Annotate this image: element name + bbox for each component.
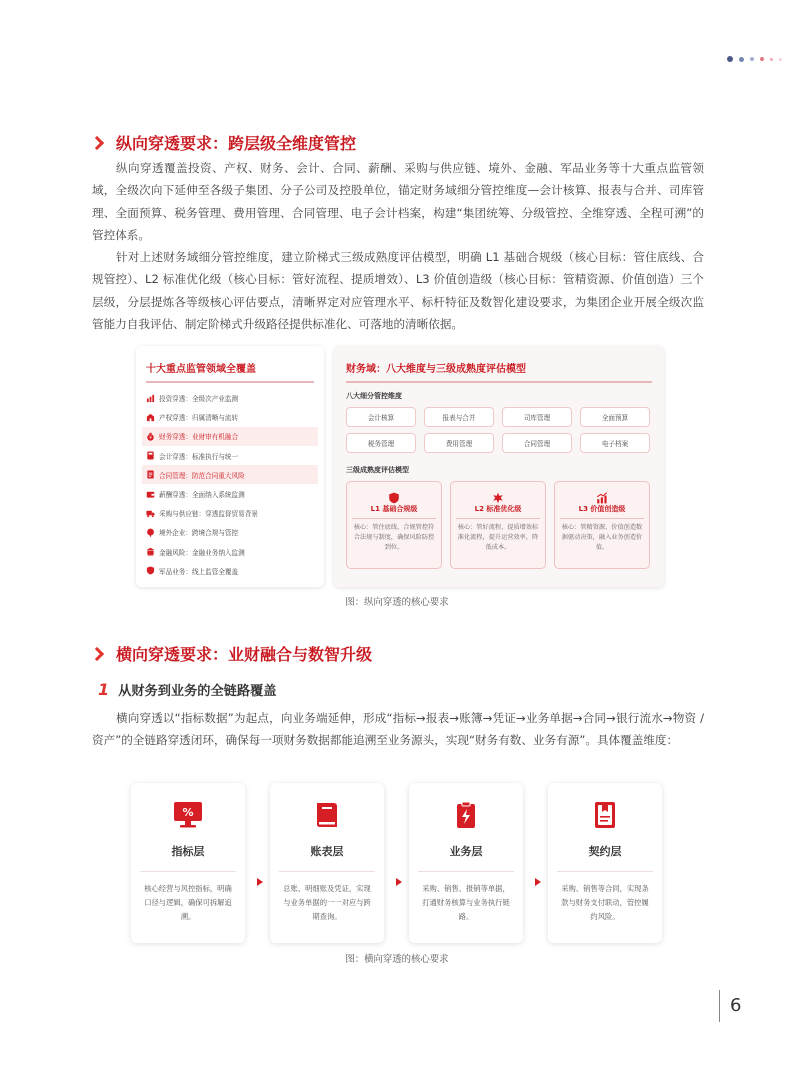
section-title: 纵向穿透要求：跨层级全维度管控 xyxy=(116,134,357,153)
dimension-chip: 会计核算 xyxy=(346,407,416,427)
dimension-chip: 全面预算 xyxy=(580,407,650,427)
shield-icon xyxy=(388,489,400,501)
figure-caption: 图：横向穿透的核心要求 xyxy=(345,954,449,965)
section-heading xyxy=(92,131,356,154)
domain-list xyxy=(146,389,314,581)
divider xyxy=(352,518,436,519)
dimension-grid xyxy=(346,407,652,453)
truck-icon xyxy=(146,509,155,518)
dot xyxy=(739,57,744,62)
level-desc: 核心：管住底线、合规管控符合法规与制度，确保风险防控到位。 xyxy=(353,523,435,551)
level-title: L2 标准优化级 xyxy=(474,504,522,513)
dimension-chip: 电子档案 xyxy=(580,433,650,453)
building-icon xyxy=(146,413,155,422)
dimension-chip: 司库管理 xyxy=(502,407,572,427)
level-desc: 核心：管精资源、价值创造数据驱动决策，融入业务创造价值。 xyxy=(561,523,643,551)
card-title: 账表层 xyxy=(310,845,344,858)
domain-item xyxy=(146,484,314,503)
divider xyxy=(456,518,540,519)
subsection-heading xyxy=(98,680,276,699)
card-desc: 采购、销售等合同，实现条款与财务支付联动，管控履约风险。 xyxy=(561,884,649,921)
domain-desc: 全级次产业监测 xyxy=(191,395,239,404)
svg-text:%: % xyxy=(182,806,194,819)
domain-item xyxy=(146,542,314,561)
domain-item xyxy=(142,427,318,446)
growth-icon xyxy=(596,489,608,501)
subsection-label: 三级成熟度评估模型 xyxy=(346,465,409,474)
domain-name: 采购与供应链： xyxy=(159,510,206,519)
paragraph: 针对上述财务域细分管控维度，建立阶梯式三级成熟度评估模型，明确 L1 基础合规级（核心目标：管住底线、合规管控）、L2 标准优化级（核心目标：管好流程、提质增效）、L3 价值创造级（核心目标：管精资源、价值创造）三个层级，分层提炼各等级核心评估要点，清晰界定对应管理水平、标杆特征及数智化建设要求，为集团企业开展全级次监管能力自我评估、制定阶梯式升级路径提供标准化、可落地的清晰依据。 xyxy=(92,250,704,332)
divider xyxy=(346,381,652,383)
domain-name: 财务穿透： xyxy=(159,433,192,442)
chart-icon xyxy=(146,394,155,403)
divider xyxy=(279,871,375,872)
level-title: L3 价值创造级 xyxy=(578,504,626,513)
domain-desc: 跨境合规与管控 xyxy=(191,529,239,538)
domain-name: 会计穿透： xyxy=(159,452,192,461)
domain-item xyxy=(146,561,314,580)
calculator-icon xyxy=(146,451,155,460)
model-panel xyxy=(334,346,664,587)
decorative-dots xyxy=(727,56,782,62)
domain-desc: 全面纳入系统监测 xyxy=(191,491,245,500)
layer-card xyxy=(131,783,245,943)
level-title: L1 基础合规级 xyxy=(370,504,418,513)
shield-icon xyxy=(146,566,155,575)
domain-name: 境外企业： xyxy=(159,529,192,538)
arrow-right-icon xyxy=(257,878,263,886)
domain-item xyxy=(146,446,314,465)
panel-title: 财务域：八大维度与三级成熟度评估模型 xyxy=(346,364,526,375)
card-desc: 核心经营与风控指标，明确口径与逻辑，确保可拆解追溯。 xyxy=(144,884,232,921)
domain-desc: 穿透监督贸易背景 xyxy=(205,510,258,519)
contract-icon xyxy=(146,470,155,479)
bank-icon xyxy=(146,547,155,556)
domain-name: 产权穿透： xyxy=(159,414,192,423)
domain-desc: 归属清晰与流转 xyxy=(191,414,239,423)
domain-desc: 业财审有机融合 xyxy=(191,433,239,442)
dot xyxy=(750,57,754,61)
money-bag-icon xyxy=(146,432,155,441)
dimension-chip: 税务管理 xyxy=(346,433,416,453)
divider xyxy=(140,871,236,872)
layer-card xyxy=(409,783,523,943)
svg-text:¥: ¥ xyxy=(149,434,152,440)
domain-item xyxy=(146,504,314,523)
contract-icon xyxy=(589,799,621,831)
globe-icon xyxy=(146,528,155,537)
domain-name: 薪酬穿透： xyxy=(159,491,192,500)
subsection-title: 从财务到业务的全链路覆盖 xyxy=(118,684,277,699)
subsection-label: 八大细分管控维度 xyxy=(346,391,402,400)
domain-item xyxy=(142,465,318,484)
subsection-number: 1 xyxy=(98,680,110,699)
level-desc: 核心：管好流程、提质增效标准化流程，提升运营效率，降低成本。 xyxy=(457,523,539,551)
domain-desc: 金融业务纳入监测 xyxy=(191,548,245,557)
section-heading xyxy=(92,642,372,665)
starburst-icon xyxy=(492,489,504,501)
paragraph: 纵向穿透覆盖投资、产权、财务、会计、合同、薪酬、采购与供应链、境外、金融、军品业务等十大重点监管领域，全级次向下延伸至各级子集团、分子公司及控股单位，锚定财务域细分管控维度—会计核算、报表与合并、司库管理、全面预算、税务管理、费用管理、合同管理、电子会计档案，构建“集团统筹、分级管控、全维穿透、全程可溯”的管控体系。 xyxy=(92,161,704,243)
dimension-chip: 费用管理 xyxy=(424,433,494,453)
figure-caption: 图：纵向穿透的核心要求 xyxy=(345,597,449,608)
wallet-icon xyxy=(146,490,155,499)
document-bolt-icon xyxy=(450,799,482,831)
panel-title: 十大重点监管领域全覆盖 xyxy=(146,364,256,375)
layer-card xyxy=(548,783,662,943)
divider xyxy=(560,518,644,519)
dimension-chip: 报表与合并 xyxy=(424,407,494,427)
domain-name: 投资穿透： xyxy=(159,395,192,404)
level-card xyxy=(450,481,546,569)
level-row xyxy=(346,481,652,569)
divider xyxy=(557,871,653,872)
domain-desc: 防范合同重大风险 xyxy=(191,471,245,480)
page-number: 6 xyxy=(719,990,741,1022)
layer-card xyxy=(270,783,384,943)
figure-vertical-penetration xyxy=(136,346,666,587)
arrow-right-icon xyxy=(535,878,541,886)
domain-name: 军品业务： xyxy=(159,567,192,576)
ledger-icon xyxy=(311,799,343,831)
domain-name: 合同管理： xyxy=(159,471,192,480)
domain-item xyxy=(146,408,314,427)
section-title: 横向穿透要求：业财融合与数智升级 xyxy=(116,645,373,664)
dot xyxy=(770,58,773,61)
domain-item xyxy=(146,523,314,542)
chevron-right-icon xyxy=(90,135,104,149)
divider xyxy=(146,381,314,383)
metrics-icon xyxy=(172,799,204,831)
chevron-right-icon xyxy=(90,646,104,660)
domain-name: 金融风险： xyxy=(159,548,192,557)
card-desc: 采购、销售、报销等单据，打通财务核算与业务执行链路。 xyxy=(422,884,510,921)
dot xyxy=(779,58,782,61)
dot xyxy=(727,56,733,62)
card-title: 业务层 xyxy=(449,845,483,858)
domain-item xyxy=(146,389,314,408)
figure-horizontal-penetration xyxy=(131,783,662,943)
dimension-chip: 合同管理 xyxy=(502,433,572,453)
paragraph: 横向穿透以“指标数据”为起点，向业务端延伸，形成“指标→报表→账簿→凭证→业务单据→合同→银行流水→物资 / 资产”的全链路穿透闭环，确保每一项财务数据都能追溯至业务源头，实现“财务有数、业务有源”。具体覆盖维度： xyxy=(92,711,704,748)
domain-desc: 标准执行与统一 xyxy=(191,452,239,461)
domain-desc: 线上监管全覆盖 xyxy=(191,567,239,576)
card-desc: 总账、明细账及凭证，实现与业务单据的一一对应与跨期查询。 xyxy=(283,884,371,921)
card-title: 指标层 xyxy=(171,845,205,858)
arrow-right-icon xyxy=(396,878,402,886)
domains-panel xyxy=(136,346,324,587)
level-card xyxy=(346,481,442,569)
dot xyxy=(760,57,764,61)
card-title: 契约层 xyxy=(588,845,622,858)
level-card xyxy=(554,481,650,569)
divider xyxy=(418,871,514,872)
